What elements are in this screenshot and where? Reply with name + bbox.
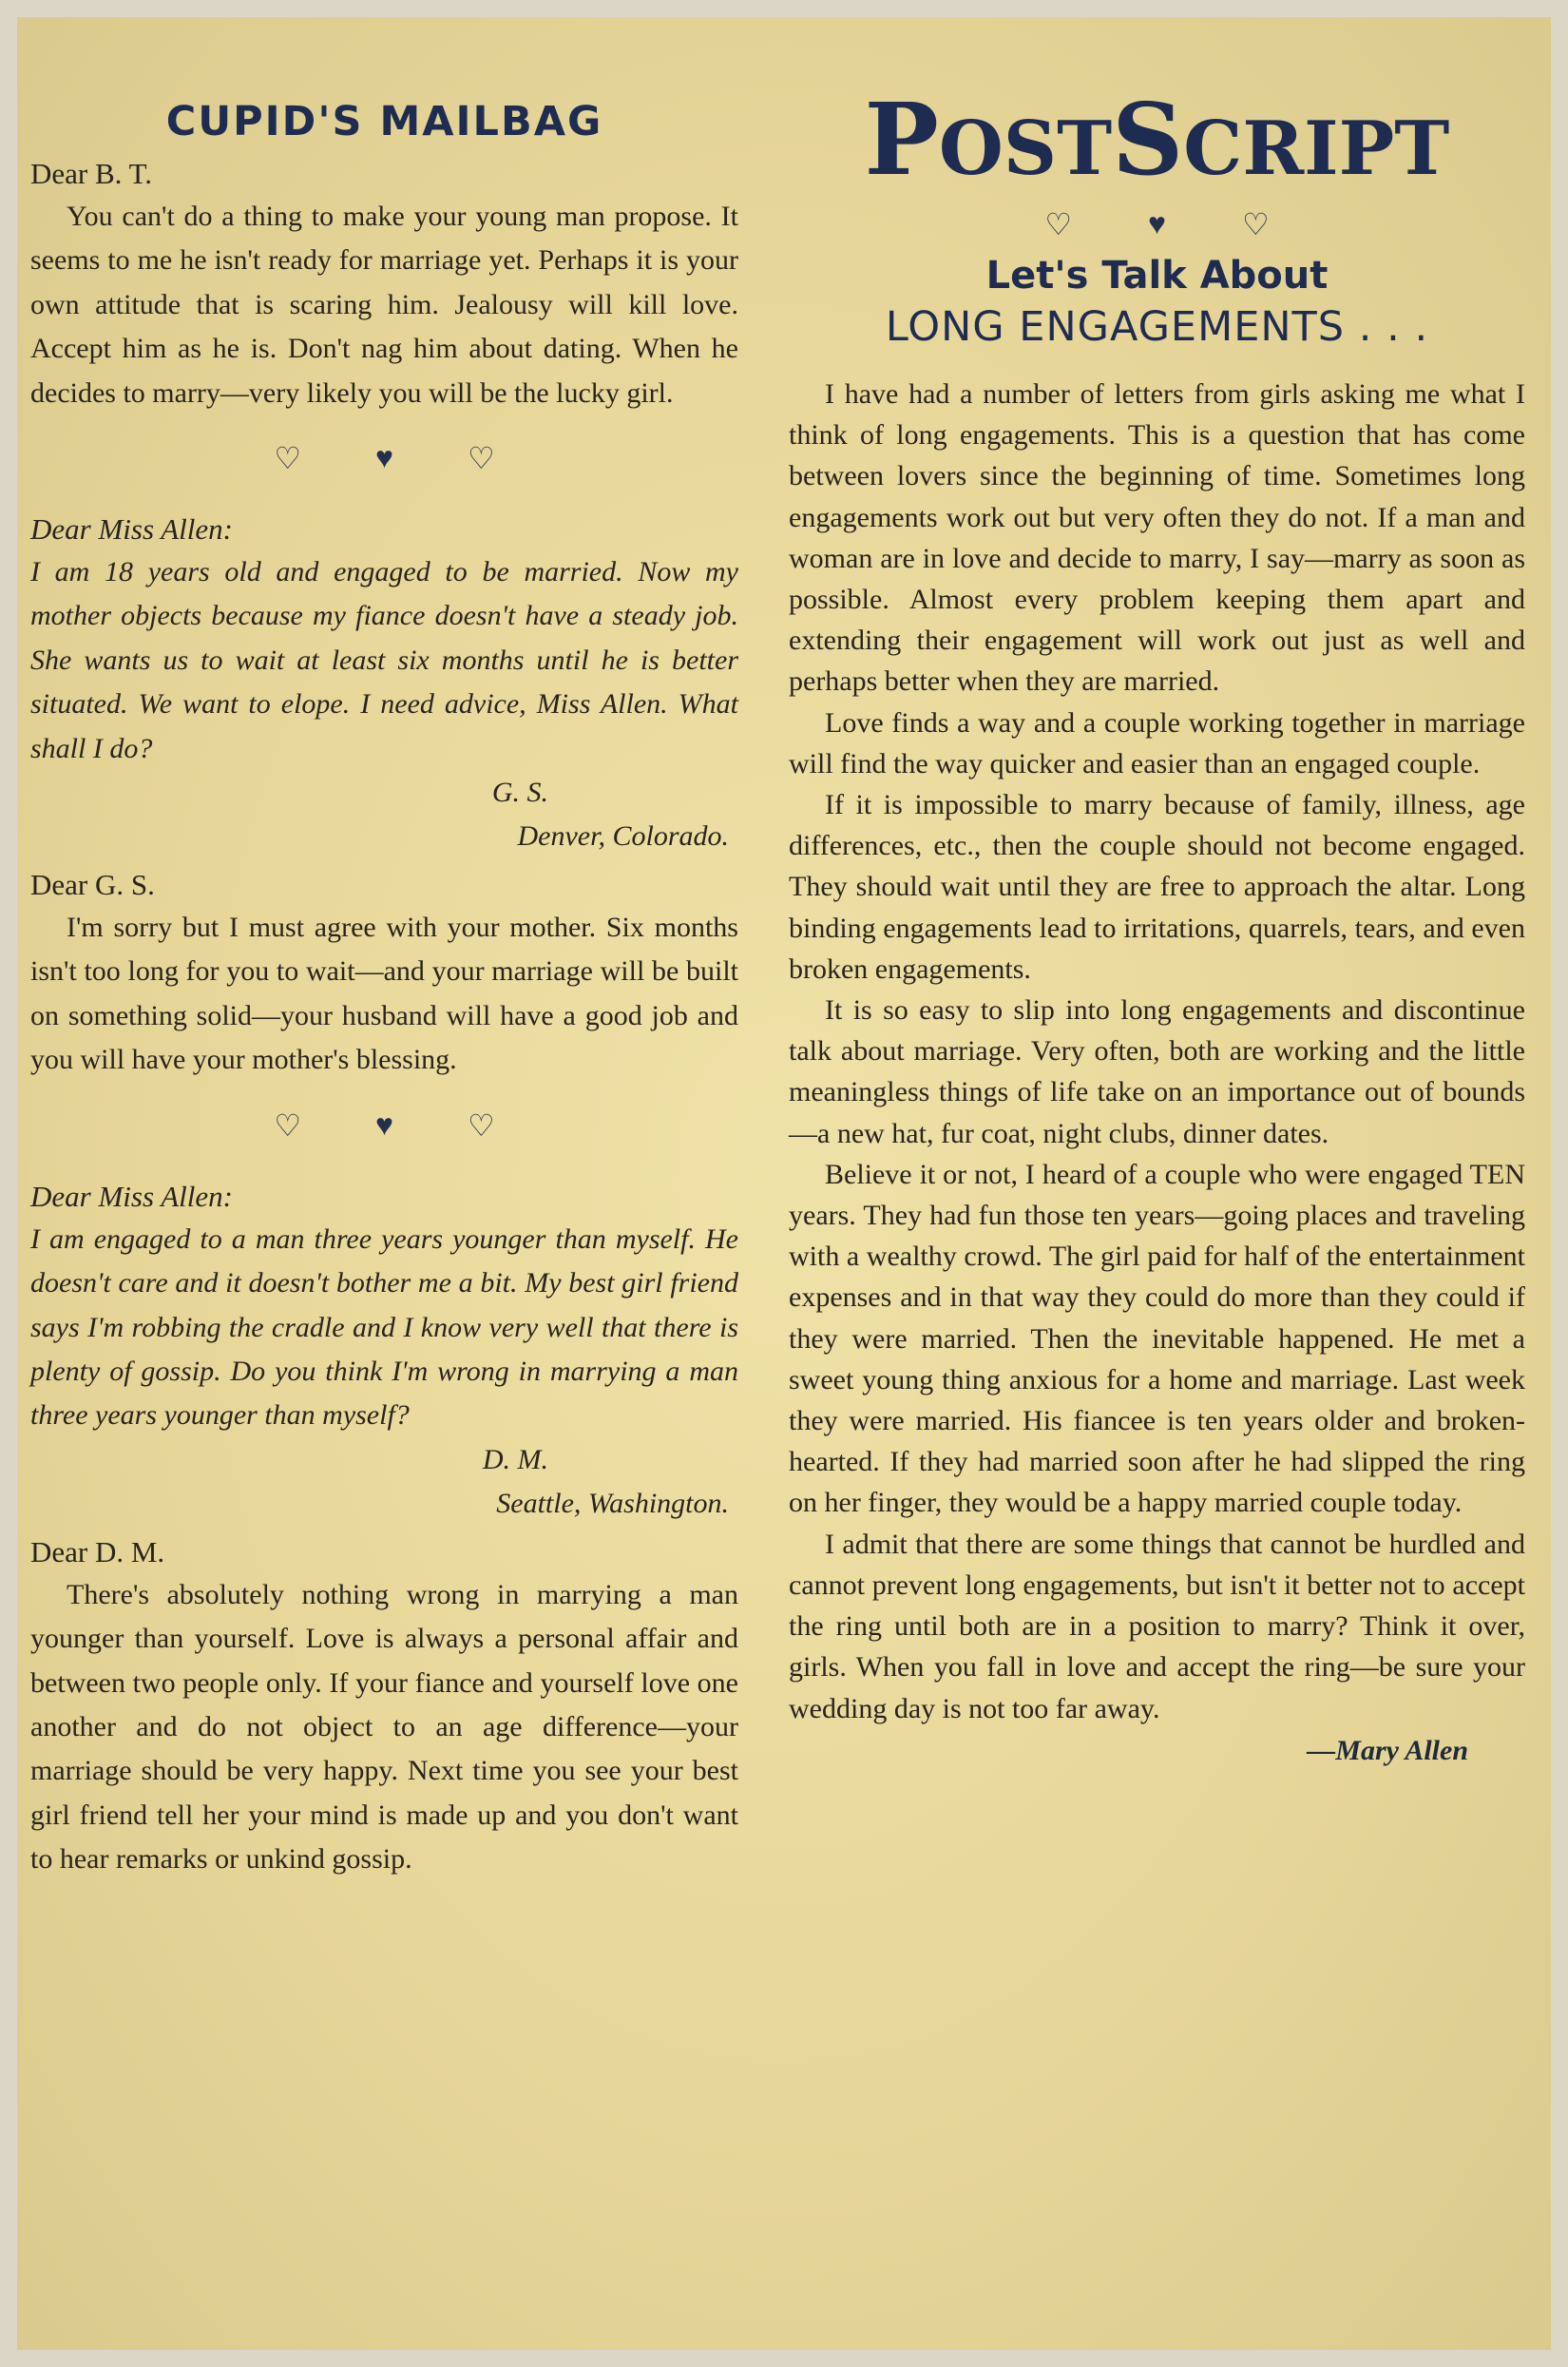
heart-outline-icon: ♡ xyxy=(468,441,495,476)
heart-filled-icon: ♥ xyxy=(375,440,393,475)
heart-outline-icon: ♡ xyxy=(274,441,301,476)
reply1-text: You can't do a thing to make your young man propose. It seems to me he isn't ready for marriage yet. Perhaps it is your own attitude that is scaring him. Jealousy will kill love. Accept him as he is. Don't nag him about dating. When he decides to marry—very likely you will be the lucky girl. xyxy=(30,201,738,409)
letter2-place: Seattle, Washington. xyxy=(496,1487,729,1519)
heart-outline-icon: ♡ xyxy=(1044,207,1072,241)
letter2-text: I am engaged to a man three years younger than myself. He doesn't care and it doesn't bother me a bit. My best girl friend says I'm robbing the cradle and I know very well that there is plenty of gossip. Do you think I'm wrong in marrying a man three years younger than myself? xyxy=(30,1222,738,1432)
heart-outline-icon: ♡ xyxy=(1242,207,1270,241)
heart-filled-icon: ♥ xyxy=(375,1107,393,1142)
letter1-place: Denver, Colorado. xyxy=(517,820,729,853)
letter1-signature xyxy=(30,771,738,858)
postscript-paragraph: If it is impossible to marry because of family, illness, age differences, etc., then the couple should not become engaged. They should wait until they are free to approach the altar. Long binding engagements lead to irritations, quarrels, tears, and even broken engagements. xyxy=(789,789,1525,985)
reply3-salute: Dear D. M. xyxy=(30,1534,165,1568)
letter1-salute: Dear Miss Allen: xyxy=(30,512,233,547)
reply2-text: I'm sorry but I must agree with your mother. Six months isn't too long for you to wait—and your marriage will be built on something solid—your husband will have a good job and you will have your mother's blessing. xyxy=(30,912,738,1076)
heart-outline-icon: ♡ xyxy=(274,1107,301,1143)
heart-divider-2 xyxy=(30,1107,738,1144)
postscript-paragraph: It is so easy to slip into long engagements and discontinue talk about marriage. Very often, both are working and the little meaningless things of life take on an importance out of bounds—a new hat, fur coat, night clubs, dinner dates. xyxy=(789,994,1525,1149)
postscript-paragraph: Believe it or not, I heard of a couple who were engaged TEN years. They had fun those ten years—going places and traveling with a wealthy crowd. The girl paid for half of the entertainment expenses and in that way they could do more than they could if they were married. Then the inevitable happened. He met a sweet young thing anxious for a home and marriage. Last week they were married. His fiancee is ten years older and broken-hearted. If they had married soon after he had slipped the ring on her finger, they would be a happy married couple today. xyxy=(789,1158,1525,1519)
postscript-subtitle-2: LONG ENGAGEMENTS . . . xyxy=(885,303,1429,351)
letter1-initials: G. S. xyxy=(491,777,548,809)
postscript-paragraph: I have had a number of letters from girls asking me what I think of long engagements. This is a question that has come between lovers since the beginning of time. Sometimes long engagements work out but very often they do not. If a man and woman are in love and decide to marry, I say—marry as soon as possible. Almost every problem keeping them apart and extending their engagement will work out just as well and perhaps better when they are married. xyxy=(789,378,1525,698)
postscript-paragraph: I admit that there are some things that cannot be hurdled and cannot prevent long engagements, but isn't it better not to accept the ring until both are in a position to marry? Think it over, girls. When you fall in love and accept the ring—be sure your wedding day is not too far away. xyxy=(789,1528,1525,1724)
heart-divider-1 xyxy=(30,440,738,476)
signature: —Mary Allen xyxy=(1307,1734,1468,1766)
reply1-salute: Dear B. T. xyxy=(30,157,152,190)
reply2-salute: Dear G. S. xyxy=(30,868,155,902)
postscript-subtitle-1: Let's Talk About xyxy=(985,254,1329,298)
cupids-mailbag-column xyxy=(30,90,738,1882)
letter2-signature xyxy=(30,1438,738,1526)
letter2-initials: D. M. xyxy=(482,1443,548,1475)
letter2-salute: Dear Miss Allen: xyxy=(30,1179,233,1213)
reply3-text: There's absolutely nothing wrong in marrying a man younger than yourself. Love is always a personal affair and between two people only. If your fiance and yourself love one another and do not object to an age difference—your marriage should be very happy. Next time you see your best girl friend tell her your mind is made up and you don't want to hear remarks or unkind gossip. xyxy=(30,1578,738,1876)
postscript-paragraph: Love finds a way and a couple working together in marriage will find the way quicker and easier than an engaged couple. xyxy=(789,706,1525,779)
postscript-column xyxy=(789,81,1525,1767)
letter1-text: I am 18 years old and engaged to be married. Now my mother objects because my fiance doesn't have a steady job. She wants us to wait at least six months until he is better situated. We want to elope. I need advice, Miss Allen. What shall I do? xyxy=(30,556,738,764)
heart-divider-3 xyxy=(789,206,1525,242)
heart-filled-icon: ♥ xyxy=(1148,206,1166,241)
heart-outline-icon: ♡ xyxy=(468,1107,495,1143)
mailbag-title: CUPID'S MAILBAG xyxy=(165,98,603,145)
postscript-title: POSTSCRIPT xyxy=(864,81,1450,198)
